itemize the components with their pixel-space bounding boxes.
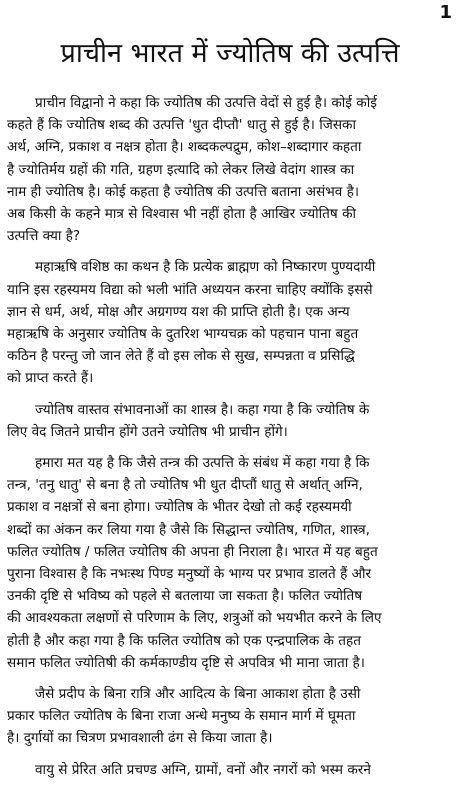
- paragraph-3: [7, 399, 453, 443]
- text-line: है। दुर्गायों का चित्रण प्रभावशाली ढंग से किया जाता है।: [7, 730, 273, 747]
- text-line: कठिन है परन्तु जो जान लेते हैं वो इस लोक से सुख, सम्पन्नता व प्रसिद्धि: [7, 348, 355, 365]
- text-line: महाऋषि वशिष्ठ का कथन है कि प्रत्येक ब्राह्मण को निष्कारण पुण्यदायी: [35, 259, 376, 276]
- paragraph-5: [7, 683, 453, 750]
- text-line: शब्दों का अंकन कर लिया गया है जैसे कि सिद्धान्त ज्योतिष, गणित, शास्त्र,: [7, 521, 370, 538]
- paragraph-2: [7, 256, 453, 389]
- text-line: तन्त्र, 'तनु धातु' से बना है तो ज्योतिष भी धुत दीप्तौं धातु से अर्थात् अग्नि,: [7, 477, 363, 494]
- text-line: होती है और कहा गया है कि फलित ज्योतिष को एक एन्द्रपालिक के तहत: [7, 632, 361, 649]
- text-line: समान फलित ज्योतिषी की कर्मकाण्डीय दृष्टि से अपवित्र भी माना जाता है।: [7, 654, 365, 671]
- text-line: पुराना विश्वास है कि नभःस्थ पिण्ड मनुष्यों के भाग्य पर प्रभाव डालते हैं और: [7, 566, 372, 583]
- text-line: कहते हैं कि ज्योतिष शब्द की उत्पत्ति 'धुत दीप्तौ' धातु से हुई है। जिसका: [7, 117, 356, 134]
- text-line: यानि इस रहस्यमय विद्या को भली भांति अध्ययन करना चाहिए क्योंकि इससे: [7, 281, 373, 298]
- text-line: अब किसी के कहने मात्र से विश्वास भी नहीं होता है आखिर ज्योतिष की: [7, 206, 357, 223]
- text-line: प्राचीन विद्वानो ने कहा कि ज्योतिष की उत्पत्ति वेदों से हुई है। कोई कोई: [35, 95, 377, 111]
- text-line: वायु से प्रेरित अति प्रचण्ड अग्नि, ग्रामों, वनों और नगरों को भस्म करने: [35, 761, 371, 778]
- text-line: अर्थ, अग्नि, प्रकाश व नक्षत्र होता है। शब्दकल्पद्रुम, कोश–शब्दागार कहता: [7, 139, 362, 156]
- text-line: प्रकार फलित ज्योतिष के बिना राजा अन्धे मनुष्य के समान मार्ग में घूमता: [7, 708, 356, 725]
- text-line: है ज्योतिर्मय ग्रहों की गति, ग्रहण इत्यादि को लेकर लिखे वेदांग शास्त्र का: [7, 161, 355, 178]
- text-line: जैसे प्रदीप के बिना रात्रि और आदित्य के बिना आकाश होता है उसी: [35, 686, 361, 703]
- text-line: ज्योतिष वास्तव संभावनाओं का शास्त्र है। कहा गया है कि ज्योतिष के: [35, 401, 370, 418]
- paragraph-1: [7, 92, 453, 247]
- text-line: हमारा मत यह है कि जैसे तन्त्र की उत्पत्ति के संबंध में कहा गया है कि: [35, 455, 370, 472]
- text-line: फलित ज्योतिष / फलित ज्योतिष की अपना ही निराला है। भारत में यह बहुत: [7, 543, 378, 560]
- text-line: उनकी दृष्टि से भविष्य को पहले से बतलाया जा सकता है। फलित ज्योतिष: [7, 588, 363, 605]
- text-line: नाम ही ज्योतिष है। कोई कहता है ज्योतिष की उत्पत्ति बताना असंभव है।: [7, 183, 360, 200]
- page-number: 1: [439, 2, 452, 23]
- text-line: ज्ञान से धर्म, अर्थ, मोक्ष और अग्रगण्य यश की प्राप्ति होती है। एक अन्य: [7, 303, 350, 320]
- chapter-title: प्राचीन भारत में ज्योतिष की उत्पत्ति: [60, 38, 400, 69]
- paragraph-4: [7, 452, 453, 674]
- text-line: की आवश्यकता लक्षणों से परिणाम के लिए, शत्रुओं को भयभीत करने के लिए: [7, 610, 382, 627]
- text-line: को प्राप्त करते हैं।: [7, 370, 94, 387]
- text-line: महाऋषि के अनुसार ज्योतिष के दुतरिश भाग्यचक्र को पहचान पाना बहुत: [7, 326, 359, 343]
- text-line: प्रकाश व नक्षत्रों से बना होगा। ज्योतिष के भीतर देखो तो कई रहस्यमयी: [7, 499, 352, 516]
- text-line: लिए वेद जितने प्राचीन होंगे उतने ज्योतिष भी प्राचीन होंगे।: [7, 423, 288, 440]
- paragraph-6: [7, 759, 453, 781]
- text-line: उत्पत्ति क्या है?: [7, 228, 81, 245]
- body-text: [7, 92, 453, 790]
